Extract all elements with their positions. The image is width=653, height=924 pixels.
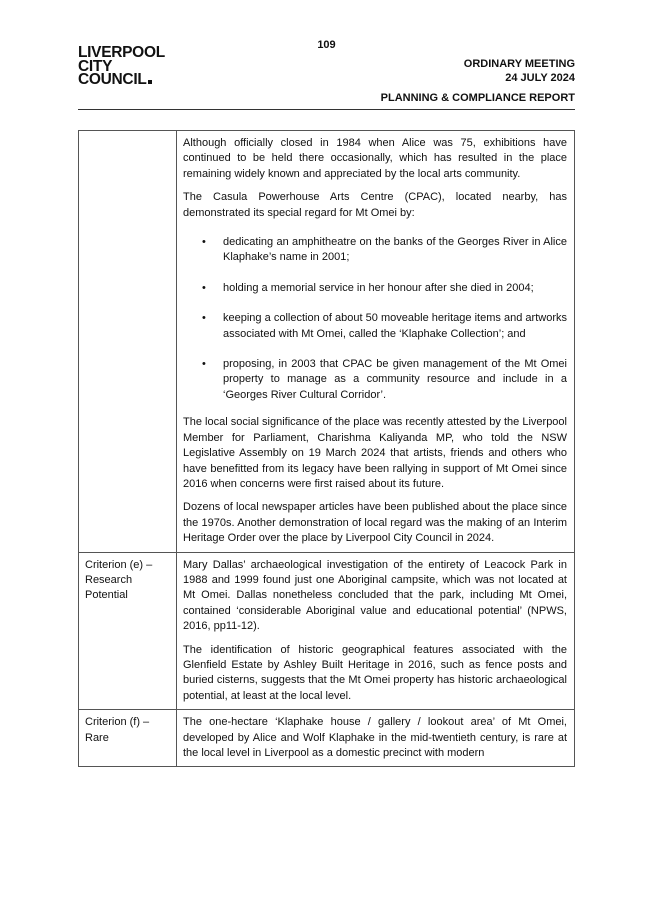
meeting-title: ORDINARY MEETING (463, 58, 575, 70)
table-row (79, 710, 575, 767)
report-header (381, 57, 575, 105)
criterion-label: Criterion (f) – Rare (79, 710, 177, 767)
logo-line-3-text: COUNCIL (78, 71, 147, 88)
paragraph: The identification of historic geographical features associated with the Glenfield Estate by Ashley Built Heritage in 2016, such as fence posts and buried cisterns, suggests that the Mt Omei property has historic archaeological potential, at least at the local level. (183, 643, 567, 702)
criterion-label: Criterion (e) – Research Potential (79, 552, 177, 710)
table-row (79, 552, 575, 710)
paragraph: Dozens of local newspaper articles have been published about the place since the 1970s. Another demonstration of local regard was the making of an Interim Heritage Order over the place by Liverpool City Council in 2024. (183, 501, 567, 545)
paragraph: The one-hectare ‘Klaphake house / gallery / lookout area’ of Mt Omei, developed by Alice and Wolf Klaphake in the mid-twentieth century, is rare at the local level in Liverpool as a domestic precinct with modern (183, 716, 567, 759)
logo-line-3 (78, 73, 165, 87)
criterion-content (177, 131, 575, 553)
table-row (79, 131, 575, 553)
list-item (183, 357, 567, 403)
bullet-icon: • (202, 312, 206, 325)
criterion-content (177, 710, 575, 767)
page-number: 109 (317, 39, 336, 51)
council-logo (78, 46, 165, 87)
list-item (183, 281, 567, 296)
paragraph: Mary Dallas’ archaeological investigation of the entirety of Leacock Park in 1988 and 1999 found just one Aboriginal campsite, which was not located at Mt Omei. Dallas nonetheless concluded that the park, including Mt Omei, contained ‘considerable Aboriginal value and educational potential’ (NPWS, 2016, pp11-12). (183, 558, 567, 633)
paragraph: Although officially closed in 1984 when Alice was 75, exhibitions have continued to be held there occasionally, which has resulted in the place remaining widely known and appreciated by the local arts community. (183, 137, 567, 180)
meeting-date: 24 JULY 2024 (505, 72, 575, 84)
header-divider (78, 109, 575, 110)
criterion-label (79, 131, 177, 553)
logo-dot-icon (148, 80, 152, 84)
list-item (183, 235, 567, 266)
list-item-text: proposing, in 2003 that CPAC be given management of the Mt Omei property to manage as a community resource and include in a ‘Georges River Cultural Corridor’. (223, 358, 567, 401)
list-item-text: keeping a collection of about 50 moveable heritage items and artworks associated with Mt Omei, called the ‘Klaphake Collection’; and (223, 312, 567, 340)
list-item-text: dedicating an amphitheatre on the banks of the Georges River in Alice Klaphake’s name in 2001; (223, 236, 567, 264)
logo-line-1: LIVERPOOL (78, 44, 165, 61)
paragraph: The Casula Powerhouse Arts Centre (CPAC), located nearby, has demonstrated its special regard for Mt Omei by: (183, 191, 567, 219)
bullet-list (183, 235, 567, 403)
logo-line-2: CITY (78, 57, 113, 75)
bullet-icon: • (202, 236, 206, 249)
list-item-text: holding a memorial service in her honour after she died in 2004; (223, 281, 534, 294)
bullet-icon: • (202, 358, 206, 371)
report-title: PLANNING & COMPLIANCE REPORT (380, 92, 575, 104)
criteria-table (78, 130, 575, 767)
criterion-content (177, 552, 575, 710)
paragraph: The local social significance of the place was recently attested by the Liverpool Member for Parliament, Charishma Kaliyanda MP, who told the NSW Legislative Assembly on 19 March 2024 that artists, friends and others who have benefitted from its legacy have been rallying in support of Mt Omei since 2016 when concerns were first raised about its future. (183, 416, 567, 490)
list-item (183, 311, 567, 342)
bullet-icon: • (202, 281, 206, 294)
